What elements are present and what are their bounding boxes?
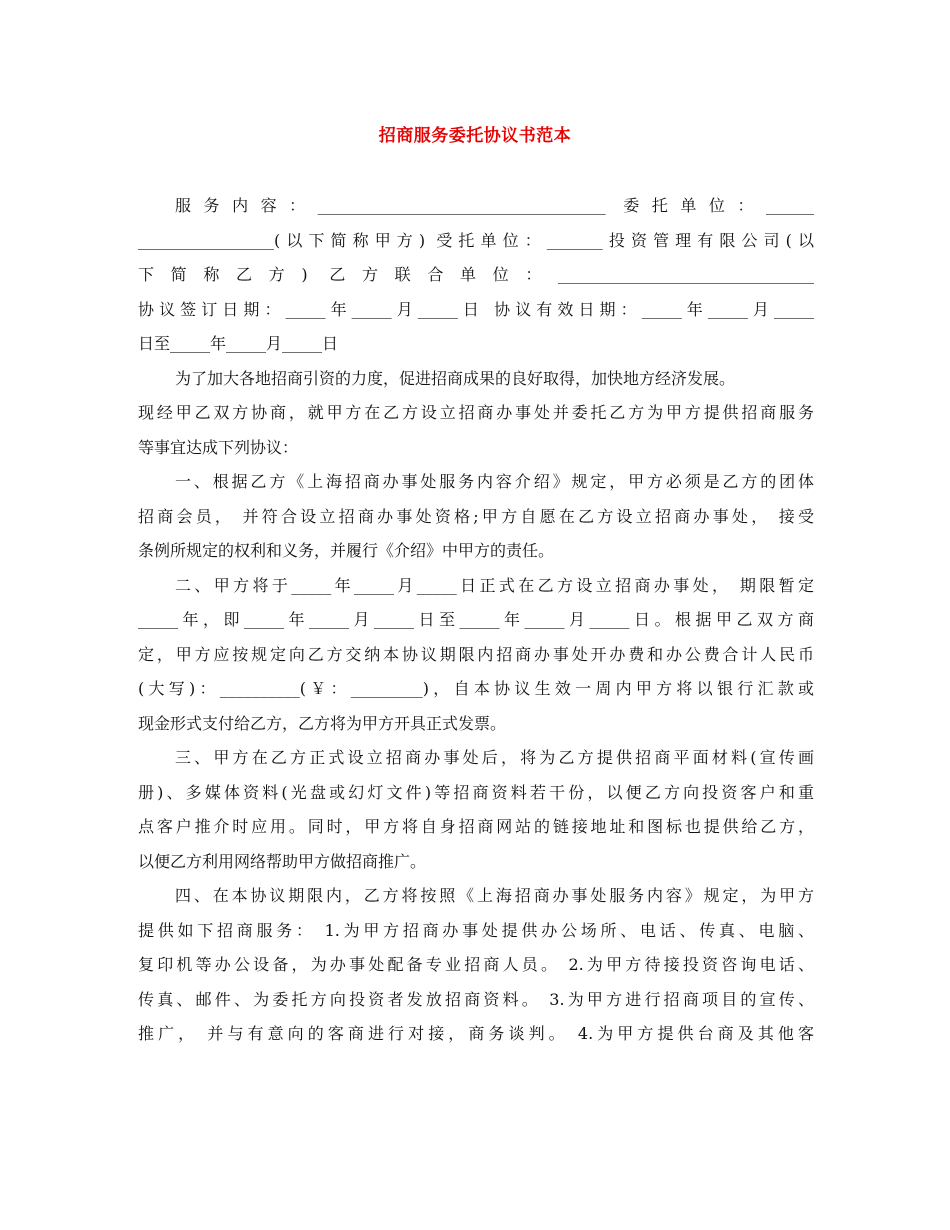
body-text-line: 协议签订日期：_____年_____月_____日 协议有效日期：_____年_____月_____ [138, 299, 814, 319]
body-text-line: 下简称乙方) 乙方联合单位：________________________________ [138, 265, 814, 284]
body-text-line: 为了加大各地招商引资的力度，促进招商成果的良好取得，加快地方经济发展。 [175, 368, 736, 388]
body-text-line: 册)、多媒体资料(光盘或幻灯文件)等招商资料若干份，以便乙方向投资客户和重 [138, 782, 814, 802]
body-text-line: 条例所规定的权利和义务，并履行《介绍》中甲方的责任。 [138, 541, 555, 560]
body-text-line: 现经甲乙双方协商，就甲方在乙方设立招商办事处并委托乙方为甲方提供招商服务 [138, 403, 814, 422]
body-text-line: 定，甲方应按规定向乙方交纳本协议期限内招商办事处开办费和办公费合计人民币 [138, 644, 814, 664]
body-text-line: 以便乙方利用网络帮助甲方做招商推广。 [138, 851, 427, 871]
body-text-line: 传真、邮件、为委托方向投资者发放招商资料。 3.为甲方进行招商项目的宣传、 [138, 989, 814, 1009]
body-text-line: 等事宜达成下列协议： [138, 437, 299, 457]
body-text-line: 复印机等办公设备，为办事处配备专业招商人员。 2.为甲方待接投资咨询电话、 [138, 955, 814, 974]
body-text-line: 招商会员， 并符合设立招商办事处资格;甲方自愿在乙方设立招商办事处， 接受 [138, 506, 814, 526]
body-text-line: 四、在本协议期限内，乙方将按照《上海招商办事处服务内容》规定，为甲方 [175, 886, 814, 905]
body-text-line: 三、甲方在乙方正式设立招商办事处后，将为乙方提供招商平面材料(宣传画 [175, 748, 814, 767]
body-text-line: (大写)：__________(￥：_________)，自本协议生效一周内甲方将以银行汇款或 [138, 679, 814, 698]
body-text-line: 二、甲方将于_____年_____月_____日正式在乙方设立招商办事处， 期限暂定 [175, 575, 814, 595]
body-text-line: 一、根据乙方《上海招商办事处服务内容介绍》规定，甲方必须是乙方的团体 [175, 472, 814, 491]
body-text-line: 服务内容：____________________________________ 委托单位：______ [175, 196, 814, 215]
body-text-line: 提供如下招商服务： 1.为甲方招商办事处提供办公场所、电话、传真、电脑、 [138, 920, 814, 940]
body-text-line: 日至_____年_____月_____日 [138, 334, 339, 353]
document-title: 招商服务委托协议书范本 [378, 126, 572, 146]
body-text-line: 推广， 并与有意向的客商进行对接，商务谈判。 4.为甲方提供台商及其他客 [138, 1024, 814, 1043]
body-text-line: _____年，即_____年_____月_____日至_____年_____月_____日。根据甲乙双方商 [138, 610, 814, 629]
body-text-line: 点客户推介时应用。同时，甲方将自身招商网站的链接地址和图标也提供给乙方， [138, 817, 814, 836]
body-text-line: 现金形式支付给乙方，乙方将为甲方开具正式发票。 [138, 713, 507, 733]
body-text-line: _________________(以下简称甲方) 受托单位：_______投资管理有限公司(以 [138, 230, 814, 250]
document-body [138, 189, 814, 1052]
